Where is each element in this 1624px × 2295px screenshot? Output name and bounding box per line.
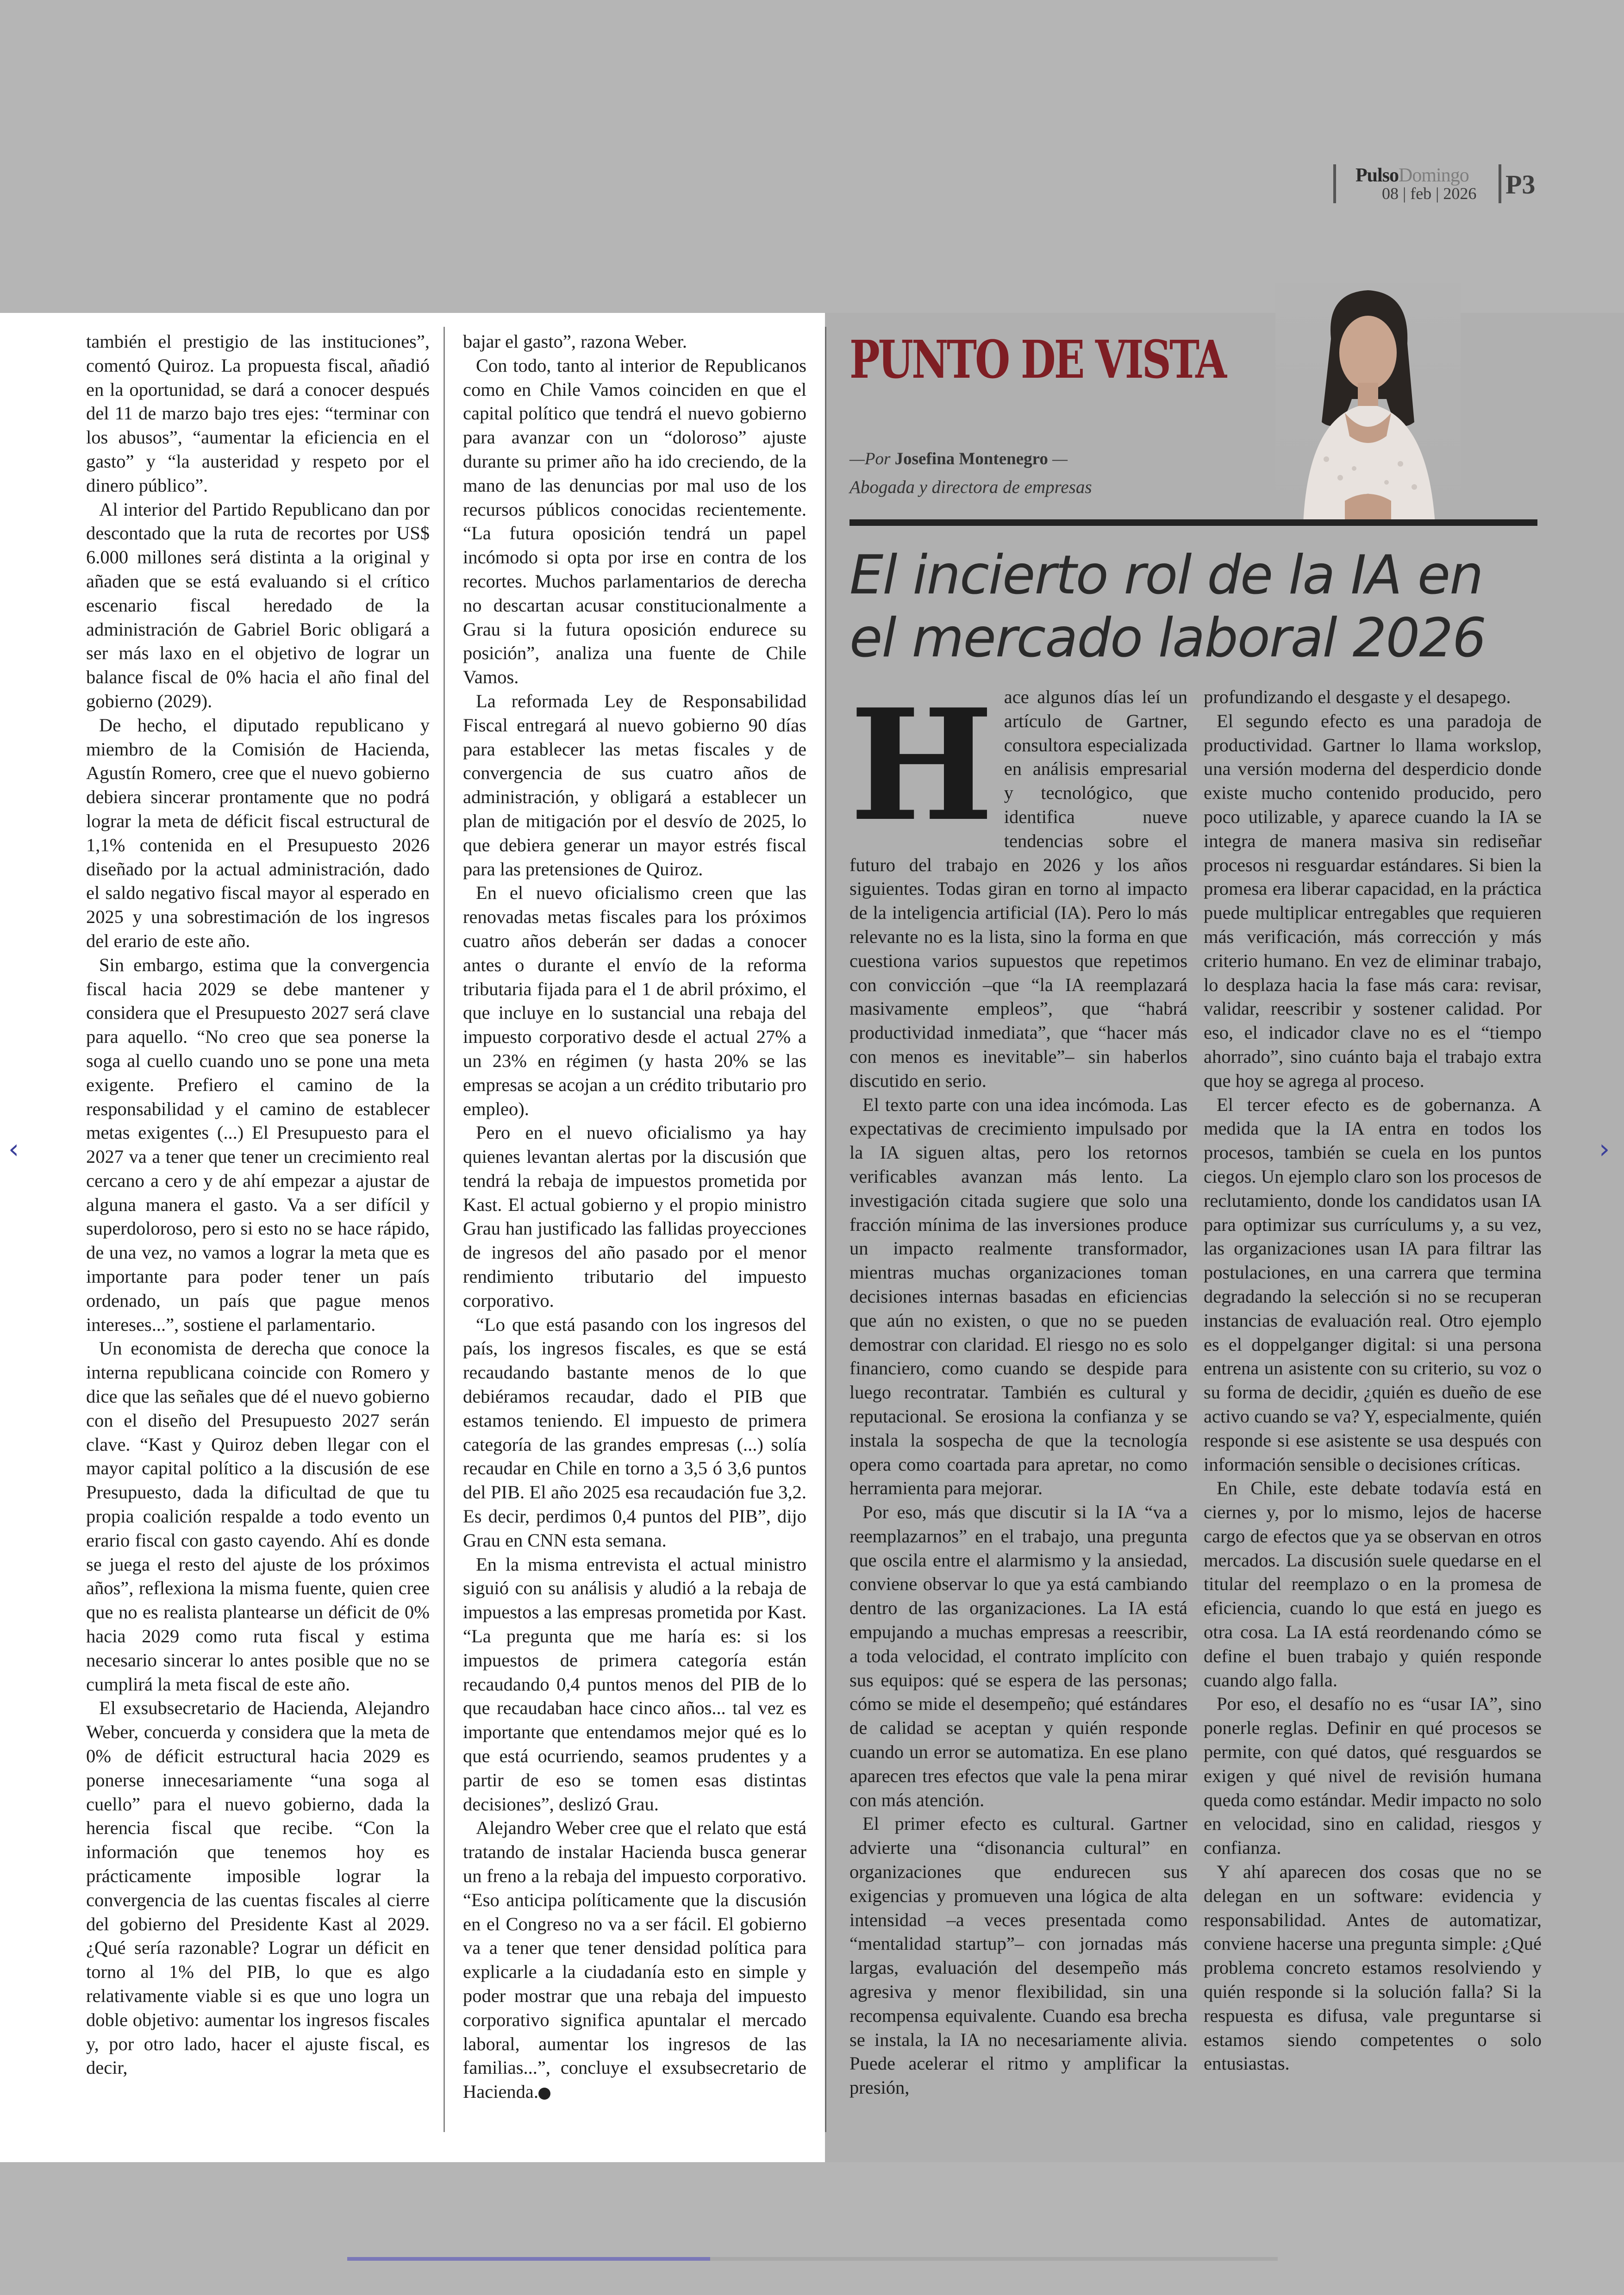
opinion-column-1: [849, 675, 1187, 2100]
paragraph: El texto parte con una idea incómoda. Las expectativas de crecimiento impulsado por la IA siguen altas, pero los retornos verificables avanzan más lento. La investigación citada sugiere que solo una fracción mínima de las inversiones produce un impacto realmente transformador, mientras muchas organizaciones toman decisiones internas basadas en eficiencias que aún no existen, o que no se pueden demostrar con claridad. El riesgo no es solo financiero, como cuando se despide para luego recontratar. También es cultural y reputacional. Se erosiona la confianza y se instala la sospecha de que la tecnología opera como coartada para apretar, no como herramienta para mejorar.: [849, 1094, 1187, 1499]
author-role: Abogada y directora de empresas: [849, 477, 1092, 497]
chevron-left-icon[interactable]: ‹: [8, 1133, 19, 1165]
section-divider: [825, 327, 826, 2132]
paragraph: Al interior del Partido Republicano dan por descontado que la ruta de recortes por US$ 6.000 millones será distinta a la original y añaden que se está evaluando si el crítico escenario fiscal heredado de la administración de Gabriel Boric obligará a ser más laxo en el objetivo de lograr un balance fiscal de 0% hacia el año final del gobierno (2029).: [86, 499, 430, 711]
reading-progress-bar[interactable]: [347, 2257, 1278, 2261]
reading-progress-fill: [347, 2257, 710, 2261]
paragraph: De hecho, el diputado republicano y miembro de la Comisión de Hacienda, Agustín Romero, cree que el nuevo gobierno debiera sincerar prontamente que no podrá lograr la meta de déficit fiscal estructural de 1,1% contenida en el Presupuesto 2026 diseñado por la actual administración, dado el saldo negativo fiscal mayor al esperado en 2025 y una sobrestimación de los ingresos del erario de este año.: [86, 714, 430, 951]
end-of-article-icon: P: [538, 2088, 550, 2100]
paragraph: Pero en el nuevo oficialismo ya hay quienes levantan alertas por la discusión que tendrá la rebaja de impuestos prometida por Kast. El actual gobierno y el propio ministro Grau han justificado las fallidas proyecciones de ingresos del año pasado por el menor rendimiento tributario del impuesto corporativo.: [463, 1122, 806, 1311]
opinion-headline: El incierto rol de la IA en el mercado laboral 2026: [849, 544, 1486, 669]
paragraph: bajar el gasto”, razona Weber.: [463, 331, 687, 352]
paragraph: En el nuevo oficialismo creen que las renovadas metas fiscales para los próximos cuatro años deberán ser dadas a conocer antes o durante el envío de la reforma tributaria fijada para el 1 de abril próximo, el que incluye en lo sustancial una rebaja del impuesto corporativo desde el actual 27% a un 23% en régimen (y hasta 20% se las empresas se acojan a un crédito tributario pro empleo).: [463, 882, 806, 1119]
paragraph: En Chile, este debate todavía está en ciernes y, por lo mismo, lejos de hacerse cargo de efectos que ya se observan en otros mercados. La discusión suele quedarse en el titular del reemplazo o en la promesa de eficiencia, cuando lo que está en juego es otra cosa. La IA está reordenando cómo se define el buen trabajo y quién responde cuando algo falla.: [1204, 1478, 1542, 1690]
header-divider: [1333, 164, 1336, 203]
author-name: Josefina Montenegro: [894, 449, 1048, 468]
drop-cap: H: [849, 675, 994, 855]
page-header: [1333, 164, 1551, 203]
section-label: PUNTO DE VISTA: [849, 330, 1225, 390]
byline: —Por Josefina Montenegro —: [849, 449, 1068, 468]
paragraph: Sin embargo, estima que la convergencia fiscal hacia 2029 se debe mantener y considera que el Presupuesto 2027 será clave para aquello. “No creo que sea ponerse la soga al cuello cuando uno se pone una meta exigente. Prefiero el camino de la responsabilidad y el camino de establecer metas exigentes (...) El Presupuesto para el 2027 va a tener que tener un crecimiento real cercano a cero y de ahí empezar a ajustar de alguna manera el gasto. Va a ser difícil y superdoloroso, pero si esto no se hace rápido, de una vez, no vamos a lograr la meta que es importante para poder tener un país ordenado, un país que pague menos intereses...”, sostiene el parlamentario.: [86, 954, 430, 1335]
article-column-2: [463, 330, 806, 2104]
paragraph: ace algunos días leí un artículo de Gartner, consultora especializada en análisis empresarial y tecnológico, que identifica nueve tendencias sobre el futuro del trabajo en 2026 y los años siguientes. Todas giran en torno al impacto de la inteligencia artificial (IA). Pero lo más relevante no es la lista, sino la forma en que cuestiona varios supuestos que repetimos con convicción –que “la IA reemplazará masivamente empleos”, que “habrá productividad inmediata”, que “hacer más con menos es inevitable”– sin haberlos discutido en serio.: [849, 686, 1187, 1091]
paragraph: Y ahí aparecen dos cosas que no se delegan en un software: evidencia y responsabilidad. Antes de automatizar, conviene hacerse una pregunta simple: ¿Qué problema concreto estamos resolviendo y quién responde si la solución falla? Si la respuesta es difusa, vale preguntarse si estamos siendo competentes o solo entusiastas.: [1204, 1861, 1542, 2074]
paragraph: El exsubsecretario de Hacienda, Alejandro Weber, concuerda y considera que la meta de 0% de déficit estructural hacia 2029 es ponerse innecesariamente “una soga al cuello” para el nuevo gobierno, dada la herencia fiscal que recibe. “Con la información que tenemos hoy es prácticamente imposible lograr la convergencia de las cuentas fiscales al cierre del gobierno del Presidente Kast al 2029. ¿Qué sería razonable? Lograr un déficit en torno al 1% del PIB, lo que es algo relativamente viable si es que uno logra un doble objetivo: aumentar los ingresos fiscales y, por otro lado, hacer el ajuste fiscal, es decir,: [86, 1697, 430, 2078]
opinion-column-2: [1204, 685, 1542, 2076]
header-divider: [1499, 164, 1501, 203]
paragraph: En la misma entrevista el actual ministro siguió con su análisis y aludió a la rebaja de impuestos a las empresas prometida por Kast. “La pregunta que me haría es: si los impuestos de primera categoría están recaudando 0,4 puntos menos del PIB de lo que recaudaban hace cinco años... tal vez es importante que entendamos mejor qué es lo que está ocurriendo, seamos prudentes y a partir de eso se tomen esas distintas decisiones”, deslizó Grau.: [463, 1553, 806, 1815]
paragraph: Alejandro Weber cree que el relato que está tratando de instalar Hacienda busca generar un freno a la rebaja del impuesto corporativo. “Eso anticipa políticamente que la discusión en el Congreso no va a ser fácil. El gobierno va a tener que tener densidad política para explicarle a la ciudadanía esto en simple y poder mostrar que una rebaja del impuesto corporativo significa apuntalar el mercado laboral, aumentar los ingresos de las familias...”, concluye el exsubsecretario de Hacienda. P: [463, 1817, 806, 2102]
article-column-1: [86, 330, 430, 2080]
author-photo: [1275, 283, 1461, 524]
section-rule: [849, 519, 1537, 526]
paragraph: “Lo que está pasando con los ingresos del país, los ingresos fiscales, es que se está recaudando bastante menos de lo que debiéramos recaudar, dado el PIB que estamos teniendo. El impuesto de primera categoría de las grandes empresas (...) solía recaudar en Chile en torno a 3,5 ó 3,6 puntos del PIB. El año 2025 esa recaudación fue 3,2. Es decir, perdimos 0,4 puntos del PIB”, dijo Grau en CNN esta semana.: [463, 1314, 806, 1551]
page-number: P3: [1505, 169, 1536, 200]
paragraph: profundizando el desgaste y el desapego.: [1204, 686, 1511, 707]
paragraph: Un economista de derecha que conoce la interna republicana coincide con Romero y dice que las señales que dé el nuevo gobierno con el diseño del Presupuesto 2027 serán clave. “Kast y Quiroz deben llegar con el mayor capital político a la discusión de ese Presupuesto, dada la dificultad de que tu propia coalición respalde a todo evento un erario fiscal con gasto cayendo. Ahí es donde se juega el resto del ajuste de los próximos años”, reflexiona la misma fuente, quien cree que no es realista plantearse un déficit de 0% hacia 2029 como ruta fiscal y estima necesario sincerar lo antes posible que no se cumplirá la meta fiscal de este año.: [86, 1338, 430, 1695]
paragraph: El tercer efecto es de gobernanza. A medida que la IA entra en todos los procesos, también se cuela en los puntos ciegos. Un ejemplo claro son los procesos de reclutamiento, donde los candidatos usan IA para optimizar sus currículums y, a su vez, las organizaciones usan IA para filtrar las postulaciones, en una carrera que termina degradando la selección si no se recuperan instancias de evaluación real. Otro ejemplo es el doppelganger digital: si una persona entrena un asistente con su criterio, su voz o su forma de decidir, ¿quién es dueño de ese activo cuando se va? Y, especialmente, quién responde si ese asistente se usa después con información sensible o decisiones críticas.: [1204, 1094, 1542, 1475]
paragraph: Por eso, el desafío no es “usar IA”, sino ponerle reglas. Definir en qué procesos se permite, con qué datos, qué resguardos se exigen y qué nivel de revisión humana queda como estándar. Medir impacto no solo en velocidad, sino en calidad, riesgos y confianza.: [1204, 1693, 1542, 1858]
paragraph: Por eso, más que discutir si la IA “va a reemplazarnos” en el trabajo, una pregunta que oscila entre el alarmismo y la ansiedad, conviene observar lo que ya está cambiando dentro de las organizaciones. La IA está empujando a muchas empresas a reescribir, a toda velocidad, el contrato implícito con sus equipos: qué se espera de las personas; cómo se mide el desempeño; qué estándares de calidad se aceptan y quién responde cuando un error se automatiza. En ese plano aparecen tres efectos que vale la pena mirar con más atención.: [849, 1502, 1187, 1810]
chevron-right-icon[interactable]: ›: [1599, 1133, 1610, 1165]
issue-date: 08 | feb | 2026: [1382, 184, 1477, 203]
paragraph: también el prestigio de las instituciones”, comentó Quiroz. La propuesta fiscal, añadió en la oportunidad, se dará a conocer después del 11 de marzo bajo tres ejes: “terminar con los abusos”, “aumentar la eficiencia en el gasto” y “la austeridad y respeto por el dinero público”.: [86, 331, 430, 496]
paragraph: Con todo, tanto al interior de Republicanos como en Chile Vamos coinciden en que el capital político que tendrá el nuevo gobierno para avanzar con un “doloroso” ajuste durante su primer año ha ido creciendo, de la mano de las denuncias por mal uso de los recursos públicos conocidas recientemente. “La futura oposición tendrá un papel incómodo si opta por irse en contra de los recortes. Muchos parlamentarios de derecha no descartan acusar constitucionalmente a Grau si la futura oposición endurece su posición”, analiza una fuente de Chile Vamos.: [463, 355, 806, 688]
brand-logo: PulsoDomingo: [1355, 165, 1469, 186]
paragraph: El primer efecto es cultural. Gartner advierte una “disonancia cultural” en organizaciones que endurecen sus exigencias y promueven una lógica de alta intensidad –a veces presentada como “mentalidad startup”– con jornadas más largas, evaluación del desempeño más agresiva y menor flexibilidad, sin una recompensa equivalente. Cuando esa brecha se instala, la IA no necesariamente alivia. Puede acelerar el ritmo y amplificar la presión,: [849, 1813, 1187, 2098]
paragraph: El segundo efecto es una paradoja de productividad. Gartner lo llama workslop, una versión moderna del desperdicio donde existe mucho contenido producido, pero poco utilizable, y aparece cuando la IA se integra de manera masiva sin rediseñar procesos ni resguardar estándares. Si bien la promesa era liberar capacidad, en la práctica puede multiplicar entregables que requieren más verificación, más corrección y más criterio humano. En vez de eliminar trabajo, lo desplaza hacia la fase más cara: revisar, validar, reescribir y sostener calidad. Por eso, el indicador clave no es el “tiempo ahorrado”, sino cuánto baja el trabajo extra que hoy se agrega al proceso.: [1204, 710, 1542, 1091]
paragraph: La reformada Ley de Responsabilidad Fiscal entregará al nuevo gobierno 90 días para establecer las metas fiscales y de convergencia de sus cuatro años de administración, y obligará a establecer un plan de mitigación por el desvío de 2025, lo que debiera generar un mayor estrés fiscal para las pretensiones de Quiroz.: [463, 690, 806, 879]
column-divider: [443, 327, 445, 2132]
